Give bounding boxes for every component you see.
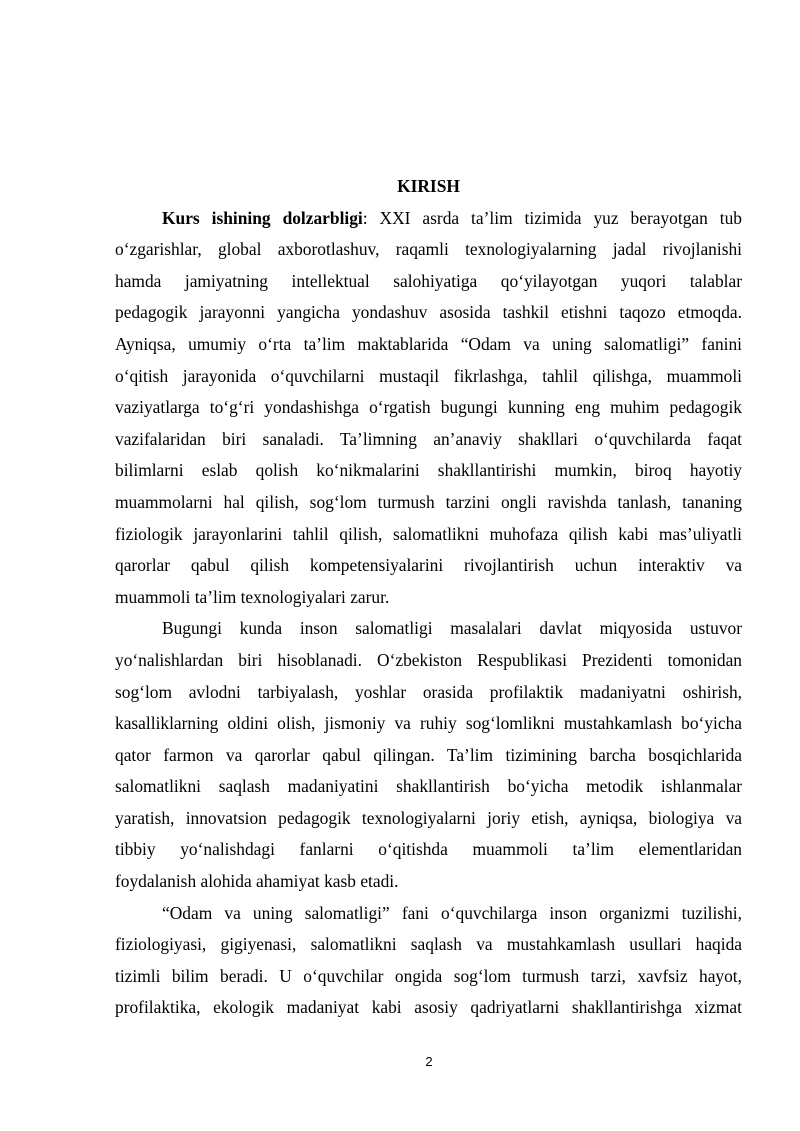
text-line: sog‘lom avlodni tarbiyalash, yoshlar orasida profilaktik madaniyatni oshirish,	[115, 681, 742, 702]
text-line: o‘qitish jarayonida o‘quvchilarni mustaqil fikrlashga, tahlil qilishga, muammoli	[115, 365, 742, 386]
text-line: fiziologik jarayonlarini tahlil qilish, salomatlikni muhofaza qilish kabi mas’uliyatli	[115, 523, 742, 544]
text-line: tizimli bilim beradi. U o‘quvchilar ongida sog‘lom turmush tarzi, xavfsiz hayot,	[115, 965, 742, 986]
text-line: muammolarni hal qilish, sog‘lom turmush tarzini ongli ravishda tanlash, tananing	[115, 491, 742, 512]
text-line: yo‘nalishlardan biri hisoblanadi. O‘zbekiston Respublikasi Prezidenti tomonidan	[115, 649, 742, 670]
text-line: bilimlarni eslab qolish ko‘nikmalarini shakllantirishi mumkin, biroq hayotiy	[115, 460, 742, 481]
text-line: qarorlar qabul qilish kompetensiyalarini rivojlantirish uchun interaktiv va	[115, 555, 742, 576]
paragraph-3	[115, 898, 742, 1024]
lead-phrase: Kurs ishining dolzarbligi	[162, 207, 363, 228]
text-line: vazifalaridan biri sanaladi. Ta’limning an’anaviy shakllari o‘quvchilarda faqat	[115, 428, 742, 449]
text-line: vaziyatlarga to‘g‘ri yondashishga o‘rgatish bugungi kunning eng muhim pedagogik	[115, 397, 742, 418]
text-line: Bugungi kunda inson salomatligi masalalari davlat miqyosida ustuvor	[162, 618, 742, 639]
text-line: tibbiy yo‘nalishdagi fanlarni o‘qitishda muammoli ta’lim elementlaridan	[115, 839, 742, 860]
page-number: 2	[425, 1054, 433, 1069]
text-line: Ayniqsa, umumiy o‘rta ta’lim maktablarida “Odam va uning salomatligi” fanini	[115, 333, 742, 354]
paragraph-1	[115, 203, 742, 614]
text-line: fiziologiyasi, gigiyenasi, salomatlikni saqlash va mustahkamlash usullari haqida	[115, 934, 742, 955]
text-line: hamda jamiyatning intellektual salohiyatiga qo‘yilayotgan yuqori talablar	[115, 270, 742, 291]
text-line: profilaktika, ekologik madaniyat kabi asosiy qadriyatlarni shakllantirishga xizmat	[115, 997, 742, 1018]
text-line	[115, 203, 742, 235]
text-line: kasalliklarning oldini olish, jismoniy va ruhiy sog‘lomlikni mustahkamlash bo‘yicha	[115, 713, 742, 734]
text-line-rest: : XXI asrda ta’lim tizimida yuz berayotgan tub	[362, 207, 742, 228]
text-line: o‘zgarishlar, global axborotlashuv, raqamli texnologiyalarning jadal rivojlanishi	[115, 239, 742, 260]
paragraph-2	[115, 613, 742, 897]
section-heading: KIRISH	[397, 176, 460, 196]
text-line: salomatlikni saqlash madaniyatini shakllantirish bo‘yicha metodik ishlanmalar	[115, 776, 742, 797]
text-line: qator farmon va qarorlar qabul qilingan. Ta’lim tizimining barcha bosqichlarida	[115, 744, 742, 765]
text-line: foydalanish alohida ahamiyat kasb etadi.	[115, 871, 399, 892]
text-line: muammoli ta’lim texnologiyalari zarur.	[115, 586, 390, 607]
text-line: “Odam va uning salomatligi” fani o‘quvchilarga inson organizmi tuzilishi,	[162, 902, 742, 923]
document-body	[115, 171, 742, 1024]
text-line: yaratish, innovatsion pedagogik texnologiyalarni joriy etish, ayniqsa, biologiya va	[115, 807, 742, 828]
text-line: pedagogik jarayonni yangicha yondashuv asosida tashkil etishni taqozo etmoqda.	[115, 302, 742, 323]
